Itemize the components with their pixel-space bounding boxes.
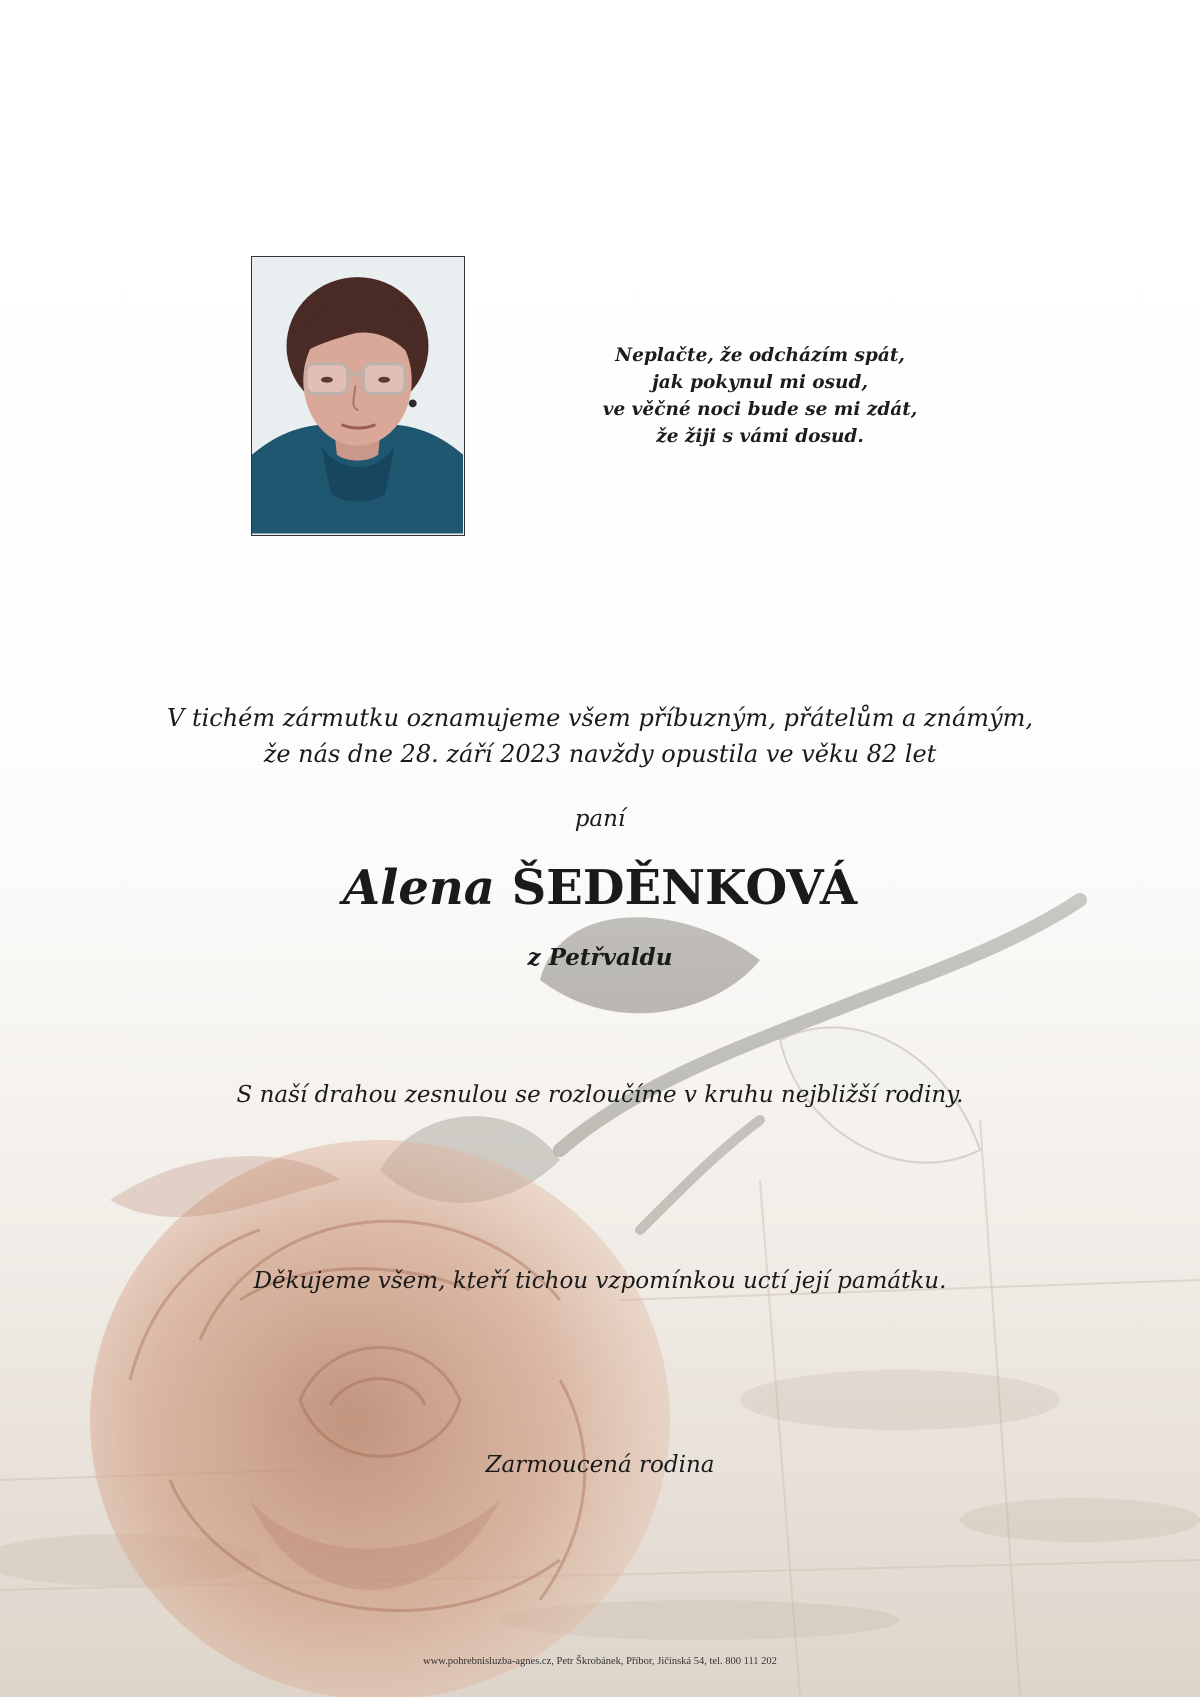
thanks-note: Děkujeme všem, kteří tichou vzpomínkou uctí její památku. <box>253 1268 947 1294</box>
honorific-title: paní <box>574 806 626 832</box>
poem-line-3: ve věčné noci bude se mi zdát, <box>602 399 918 420</box>
death-announcement <box>100 700 1100 772</box>
deceased-last-name: ŠEDĚNKOVÁ <box>511 860 858 916</box>
deceased-name <box>100 860 1100 916</box>
family-signature: Zarmoucená rodina <box>485 1452 715 1478</box>
announcement-line-2: že nás dne 28. září 2023 navždy opustila ve věku 82 let <box>263 740 937 768</box>
poem-line-1: Neplačte, že odcházím spát, <box>615 345 905 366</box>
announcement-line-1: V tichém zármutku oznamujeme všem příbuzným, přátelům a známým, <box>166 704 1034 732</box>
deceased-origin: z Petřvaldu <box>527 944 673 971</box>
farewell-notice: S naší drahou zesnulou se rozloučíme v kruhu nejbližší rodiny. <box>236 1082 964 1108</box>
deceased-first-name: Alena <box>342 860 495 916</box>
memorial-poem <box>580 342 940 450</box>
funeral-service-footer: www.pohrebnisluzba-agnes.cz, Petr Škrobánek, Příbor, Jičínská 54, tel. 800 111 202 <box>423 1656 777 1667</box>
poem-line-4: že žiji s vámi dosud. <box>656 426 864 447</box>
deceased-portrait-photo <box>251 256 465 536</box>
poem-line-2: jak pokynul mi osud, <box>652 372 868 393</box>
